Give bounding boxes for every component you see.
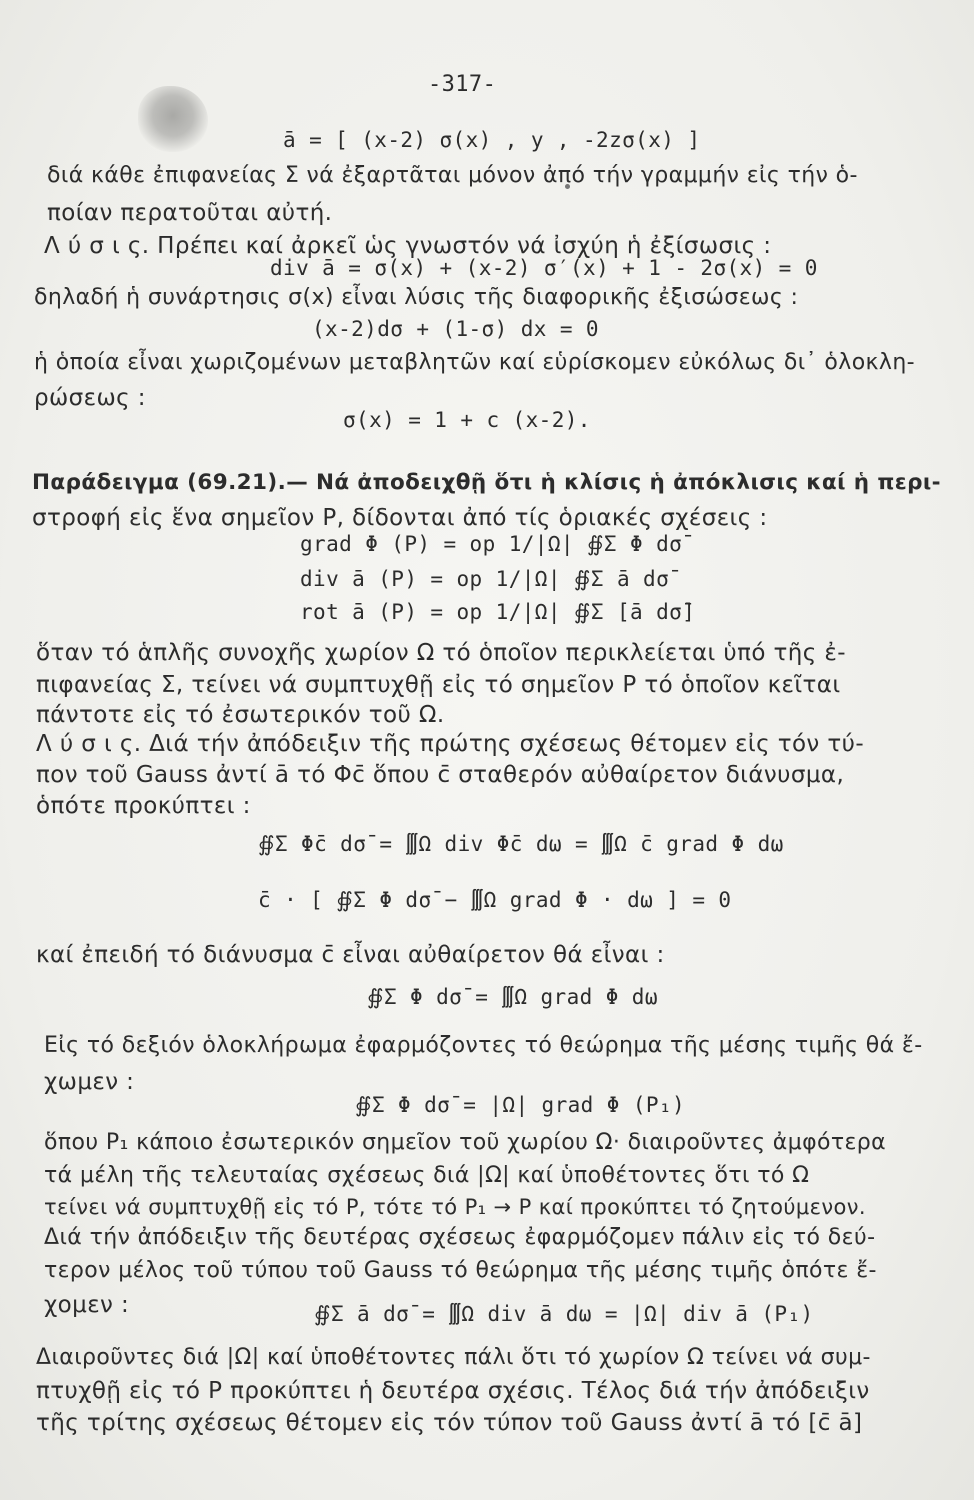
text-line: ὅπου P₁ κάποιο ἐσωτερικόν σημεῖον τοῦ χωρίου Ω· διαιροῦντες ἀμφότερα: [44, 1130, 887, 1155]
text-line: Λ ύ σ ι ς. Πρέπει καί ἀρκεῖ ὡς γνωστόν νά ἰσχύη ἡ ἐξίσωσις :: [44, 233, 772, 259]
text-line: (x-2)dσ + (1-σ) dx = 0: [312, 317, 599, 341]
text-line: σ(x) = 1 + c (x-2).: [343, 408, 591, 432]
text-line: ρώσεως :: [34, 385, 146, 411]
text-line: ποίαν περατοῦται αὐτή.: [47, 200, 333, 226]
text-line: div ā (P) = op 1/|Ω| ∯Σ ā dσ̄: [300, 567, 670, 591]
text-line: ∯Σ Φc̄ dσ̄ = ∭Ω div Φc̄ dω = ∭Ω c̄ grad Φ dω: [258, 832, 784, 856]
text-line: ∯Σ ā dσ̄ = ∭Ω div ā dω = |Ω| div ā (P₁): [314, 1302, 814, 1326]
text-line: Διά τήν ἀπόδειξιν τῆς δευτέρας σχέσεως ἐφαρμόζομεν πάλιν εἰς τό δεύ-: [44, 1225, 876, 1250]
text-line: Εἰς τό δεξιόν ὁλοκλήρωμα ἐφαρμόζοντες τό θεώρημα τῆς μέσης τιμῆς θά ἔ-: [44, 1033, 923, 1058]
text-line: χομεν :: [44, 1292, 130, 1318]
text-line: πάντοτε εἰς τό ἐσωτερικόν τοῦ Ω.: [36, 702, 445, 728]
text-line: χωμεν :: [44, 1069, 135, 1095]
text-line: c̄ · [ ∯Σ Φ dσ̄ − ∭Ω grad Φ · dω ] = 0: [258, 888, 732, 912]
text-line: δηλαδή ἡ συνάρτησις σ(x) εἶναι λύσις τῆς διαφορικῆς ἐξισώσεως :: [34, 285, 799, 310]
text-line: ὁπότε προκύπτει :: [36, 793, 251, 819]
page-smudge: [138, 86, 208, 152]
text-line: στροφή εἰς ἕνα σημεῖον P, δίδονται ἀπό τίς ὁριακές σχέσεις :: [32, 505, 768, 531]
text-line: ā = [ (x-2) σ(x) , y , -2zσ(x) ]: [283, 128, 701, 152]
text-line: Διαιροῦντες διά |Ω| καί ὑποθέτοντες πάλι ὅτι τό χωρίον Ω τείνει νά συμ-: [36, 1345, 871, 1370]
text-line: Λ ύ σ ι ς. Διά τήν ἀπόδειξιν τῆς πρώτης σχέσεως θέτομεν εἰς τόν τύ-: [36, 731, 865, 757]
text-line: ∯Σ Φ dσ̄ = ∭Ω grad Φ dω: [367, 985, 658, 1009]
text-line: πτυχθῇ εἰς τό P προκύπτει ἡ δευτέρα σχέσις. Τέλος διά τήν ἀπόδειξιν: [36, 1378, 870, 1404]
text-line: ἡ ὁποία εἶναι χωριζομένων μεταβλητῶν καί εὑρίσκομεν εὐκόλως δι᾽ ὁλοκλη-: [34, 350, 916, 375]
text-line: ∯Σ Φ dσ̄ = |Ω| grad Φ (P₁): [355, 1093, 686, 1117]
text-line: ὅταν τό ἁπλῆς συνοχῆς χωρίον Ω τό ὁποῖον περικλείεται ὑπό τῆς ἐ-: [36, 640, 846, 666]
text-line: div ā = σ(x) + (x-2) σ′(x) + 1 - 2σ(x) = 0: [270, 256, 818, 280]
text-line: grad Φ (P) = op 1/|Ω| ∯Σ Φ dσ̄: [300, 532, 683, 556]
text-line: τείνει νά συμπτυχθῇ εἰς τό P, τότε τό P₁ → P καί προκύπτει τό ζητούμενον.: [44, 1195, 866, 1219]
text-line: διά κάθε ἐπιφανείας Σ νά ἐξαρτᾶται μόνον ἀπό τήν γραμμήν εἰς τήν ὁ-: [47, 163, 858, 188]
example-heading: Παράδειγμα (69.21).— Νά ἀποδειχθῇ ὅτι ἡ κλίσις ἡ ἀπόκλισις καί ἡ περι-: [32, 470, 941, 495]
text-line: πον τοῦ Gauss ἀντί ā τό Φc̄ ὅπου c̄ σταθερόν αὐθαίρετον διάνυσμα,: [36, 762, 845, 788]
text-line: τερον μέλος τοῦ τύπου τοῦ Gauss τό θεώρημα τῆς μέσης τιμῆς ὁπότε ἔ-: [44, 1258, 877, 1283]
page-number: -317-: [428, 72, 497, 97]
text-line: rot ā (P) = op 1/|Ω| ∯Σ [ā dσ̄]: [300, 600, 696, 624]
text-line: πιφανείας Σ, τείνει νά συμπτυχθῇ εἰς τό σημεῖον P τό ὁποῖον κεῖται: [36, 672, 841, 698]
text-line: τά μέλη τῆς τελευταίας σχέσεως διά |Ω| καί ὑποθέτοντες ὅτι τό Ω: [44, 1163, 810, 1188]
text-line: καί ἐπειδή τό διάνυσμα c̄ εἶναι αὐθαίρετον θά εἶναι :: [36, 942, 665, 968]
text-line: τῆς τρίτης σχέσεως θέτομεν εἰς τόν τύπον τοῦ Gauss ἀντί ā τό [c̄ ā]: [36, 1410, 863, 1436]
